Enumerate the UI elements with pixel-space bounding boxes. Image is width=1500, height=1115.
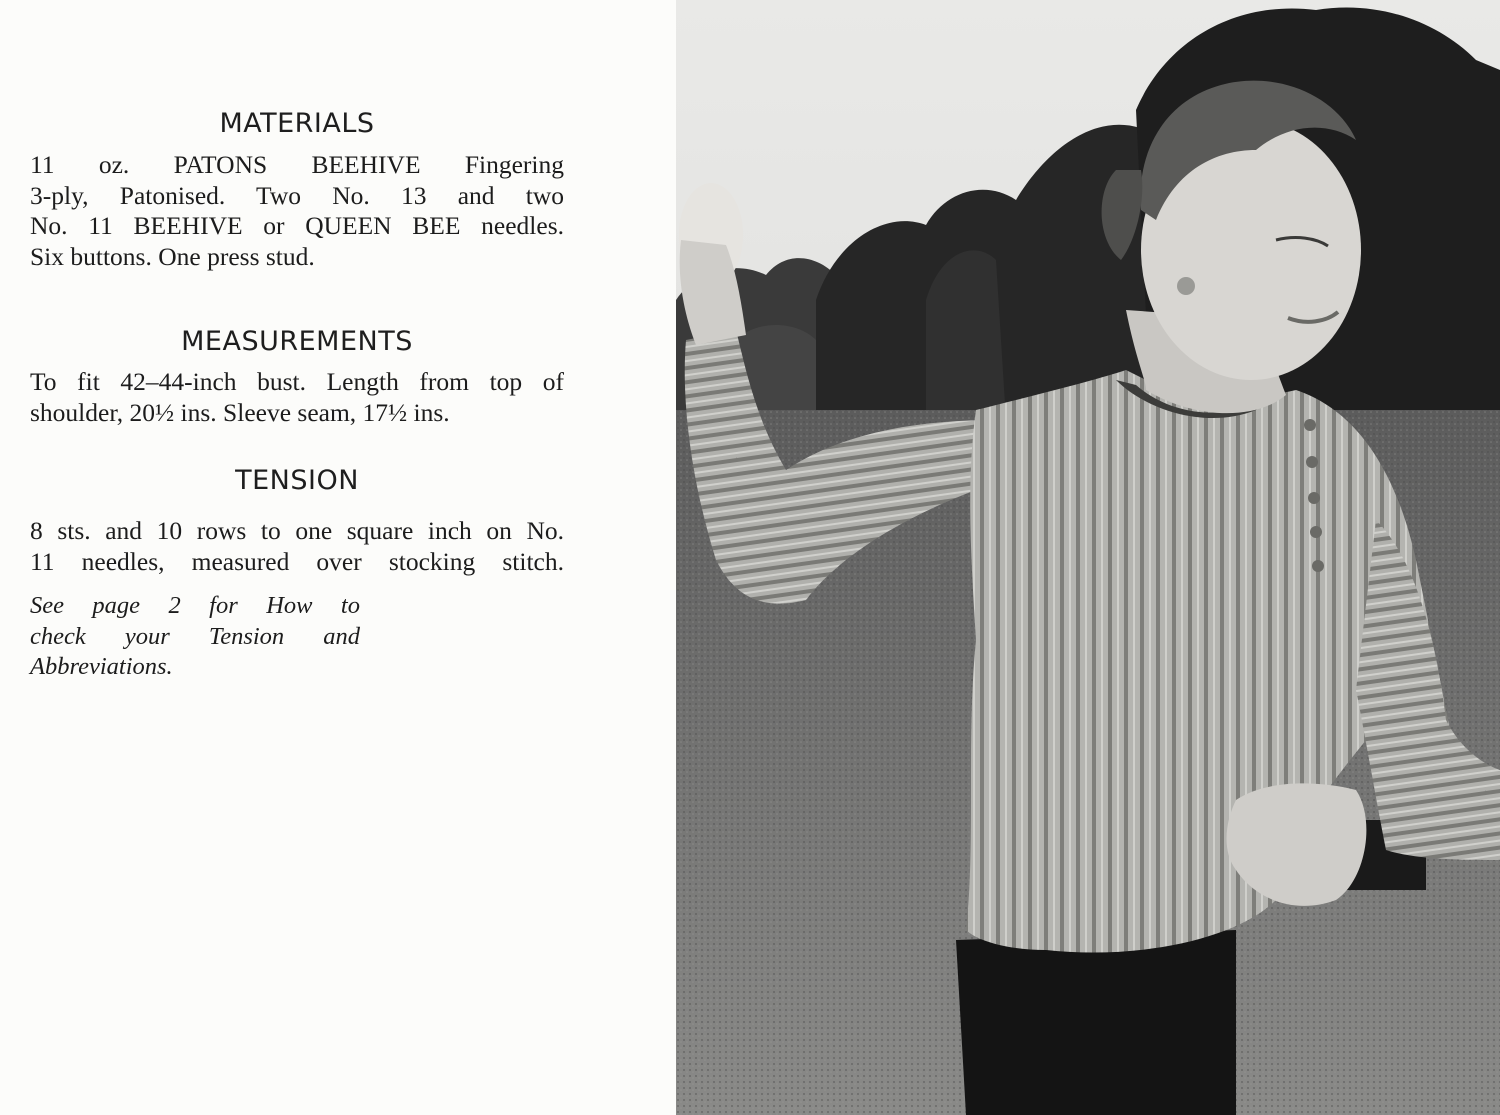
photo-illustration [676,0,1500,1115]
materials-section [30,150,564,272]
skirt [956,930,1236,1115]
tension-note-line: Abbreviations. [30,653,173,680]
measurements-line: To fit 42–44-inch bust. Length from top of [30,367,564,396]
materials-line: No. 11 BEEHIVE or QUEEN BEE needles. [30,211,564,240]
model-photograph [676,0,1500,1115]
materials-text [30,150,564,272]
measurements-heading: MEASUREMENTS [181,326,413,357]
tension-note [30,591,360,683]
materials-line: Six buttons. One press stud. [30,241,315,271]
materials-line: 3-ply, Patonised. Two No. 13 and two [30,180,564,210]
pattern-text-page [0,0,676,1115]
earring [1177,277,1195,295]
tension-line: 8 sts. and 10 rows to one square inch on No. [30,516,564,545]
measurements-line: shoulder, 20½ ins. Sleeve seam, 17½ ins. [30,397,450,427]
tension-text [30,516,564,577]
tension-note-line: See page 2 for How to [30,592,360,619]
materials-line: 11 oz. PATONS BEEHIVE Fingering [30,150,564,179]
tension-section [30,516,564,577]
tension-note-line: check your Tension and [30,622,360,650]
measurements-text [30,367,564,428]
materials-heading: MATERIALS [219,108,375,139]
tension-line: 11 needles, measured over stocking stitch. [30,546,564,576]
tension-heading: TENSION [235,465,359,496]
measurements-section [30,367,564,428]
